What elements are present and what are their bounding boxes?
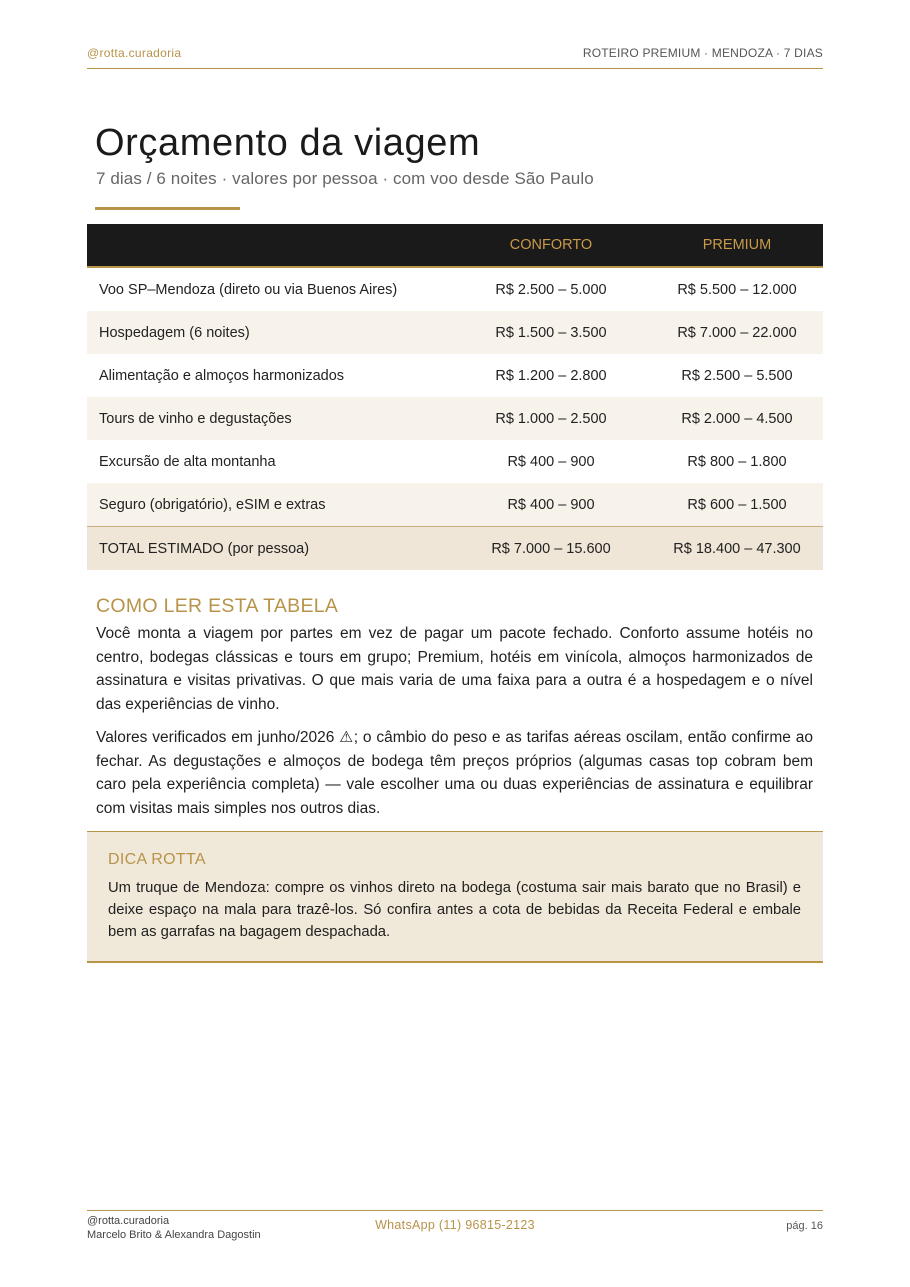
conforto-cell: R$ 1.200 – 2.800 xyxy=(495,367,607,384)
total-premium: R$ 18.400 – 47.300 xyxy=(651,527,823,571)
premium-cell: R$ 800 – 1.800 xyxy=(687,453,787,470)
premium-cell: R$ 2.500 – 5.500 xyxy=(681,367,793,384)
conforto-cell: R$ 400 – 900 xyxy=(507,453,595,470)
premium-cell: R$ 7.000 – 22.000 xyxy=(651,311,823,354)
conforto-cell: R$ 1.500 – 3.500 xyxy=(451,311,651,354)
reading-heading: COMO LER ESTA TABELA xyxy=(96,595,339,617)
page-title: Orçamento da viagem xyxy=(95,122,481,164)
table-row xyxy=(87,311,823,354)
table-row xyxy=(87,354,823,397)
page-subtitle: 7 dias / 6 noites · valores por pessoa · com voo desde São Paulo xyxy=(96,169,594,188)
table-header-row xyxy=(87,224,823,267)
table-total-row xyxy=(87,527,823,571)
premium-cell: R$ 2.000 – 4.500 xyxy=(651,397,823,440)
footer-page-number: pág. 16 xyxy=(786,1220,823,1232)
header-doc-title: ROTEIRO PREMIUM · MENDOZA · 7 DIAS xyxy=(582,46,823,60)
reading-paragraph-1: Você monta a viagem por partes em vez de pagar um pacote fechado. Conforto assume hotéis no centro, bodegas clássicas e tours em grupo; Premium, hotéis em vinícola, almoços harmonizados de assinatura e visitas privativas. O que mais varia de uma faixa para a outra é a hospedagem e o nível das experiências de vinho. xyxy=(96,625,813,713)
conforto-cell: R$ 400 – 900 xyxy=(451,483,651,527)
total-conforto: R$ 7.000 – 15.600 xyxy=(451,527,651,571)
item-cell: Excursão de alta montanha xyxy=(99,453,276,470)
header-cell-premium: PREMIUM xyxy=(651,224,823,267)
item-cell: Tours de vinho e degustações xyxy=(87,397,451,440)
page-header xyxy=(87,46,823,69)
premium-cell: R$ 600 – 1.500 xyxy=(651,483,823,527)
reading-paragraph-2: Valores verificados em junho/2026 ⚠; o câmbio do peso e as tarifas aéreas oscilam, então confirme ao fechar. As degustações e almoços de bodega têm preços próprios (algumas casas top cobram bem caro pela experiência completa) — vale escolher uma ou duas experiências de assinatura e equilibrar com visitas mais simples nos outros dias. xyxy=(96,729,813,817)
item-cell: Voo SP–Mendoza (direto ou via Buenos Aires) xyxy=(99,281,398,298)
footer-handle: @rotta.curadoria xyxy=(87,1215,170,1227)
item-cell: Seguro (obrigatório), eSIM e extras xyxy=(87,483,451,527)
table-row xyxy=(87,483,823,527)
premium-cell: R$ 5.500 – 12.000 xyxy=(677,281,797,298)
conforto-cell: R$ 1.000 – 2.500 xyxy=(451,397,651,440)
table-row xyxy=(87,397,823,440)
header-cell-item xyxy=(87,224,451,267)
title-underline xyxy=(95,207,240,210)
table-row xyxy=(87,267,823,311)
header-handle: @rotta.curadoria xyxy=(87,46,182,60)
table-row xyxy=(87,440,823,483)
page-footer xyxy=(87,1210,823,1245)
tip-title: DICA ROTTA xyxy=(108,851,206,868)
tip-text: Um truque de Mendoza: compre os vinhos direto na bodega (costuma sair mais barato que no Brasil) e deixe espaço na mala para trazê-los. Só confira antes a cota de bebidas da Receita Federal e embale bem as garrafas na bagagem despachada. xyxy=(108,880,801,940)
conforto-cell: R$ 2.500 – 5.000 xyxy=(495,281,607,298)
total-label: TOTAL ESTIMADO (por pessoa) xyxy=(87,527,451,571)
header-cell-conforto: CONFORTO xyxy=(451,224,651,267)
budget-table xyxy=(87,224,823,570)
item-cell: Hospedagem (6 noites) xyxy=(87,311,451,354)
tip-box xyxy=(87,831,823,963)
item-cell: Alimentação e almoços harmonizados xyxy=(99,367,345,384)
footer-authors: Marcelo Brito & Alexandra Dagostin xyxy=(87,1229,261,1241)
footer-whatsapp-contact: WhatsApp (11) 96815-2123 xyxy=(375,1218,535,1232)
